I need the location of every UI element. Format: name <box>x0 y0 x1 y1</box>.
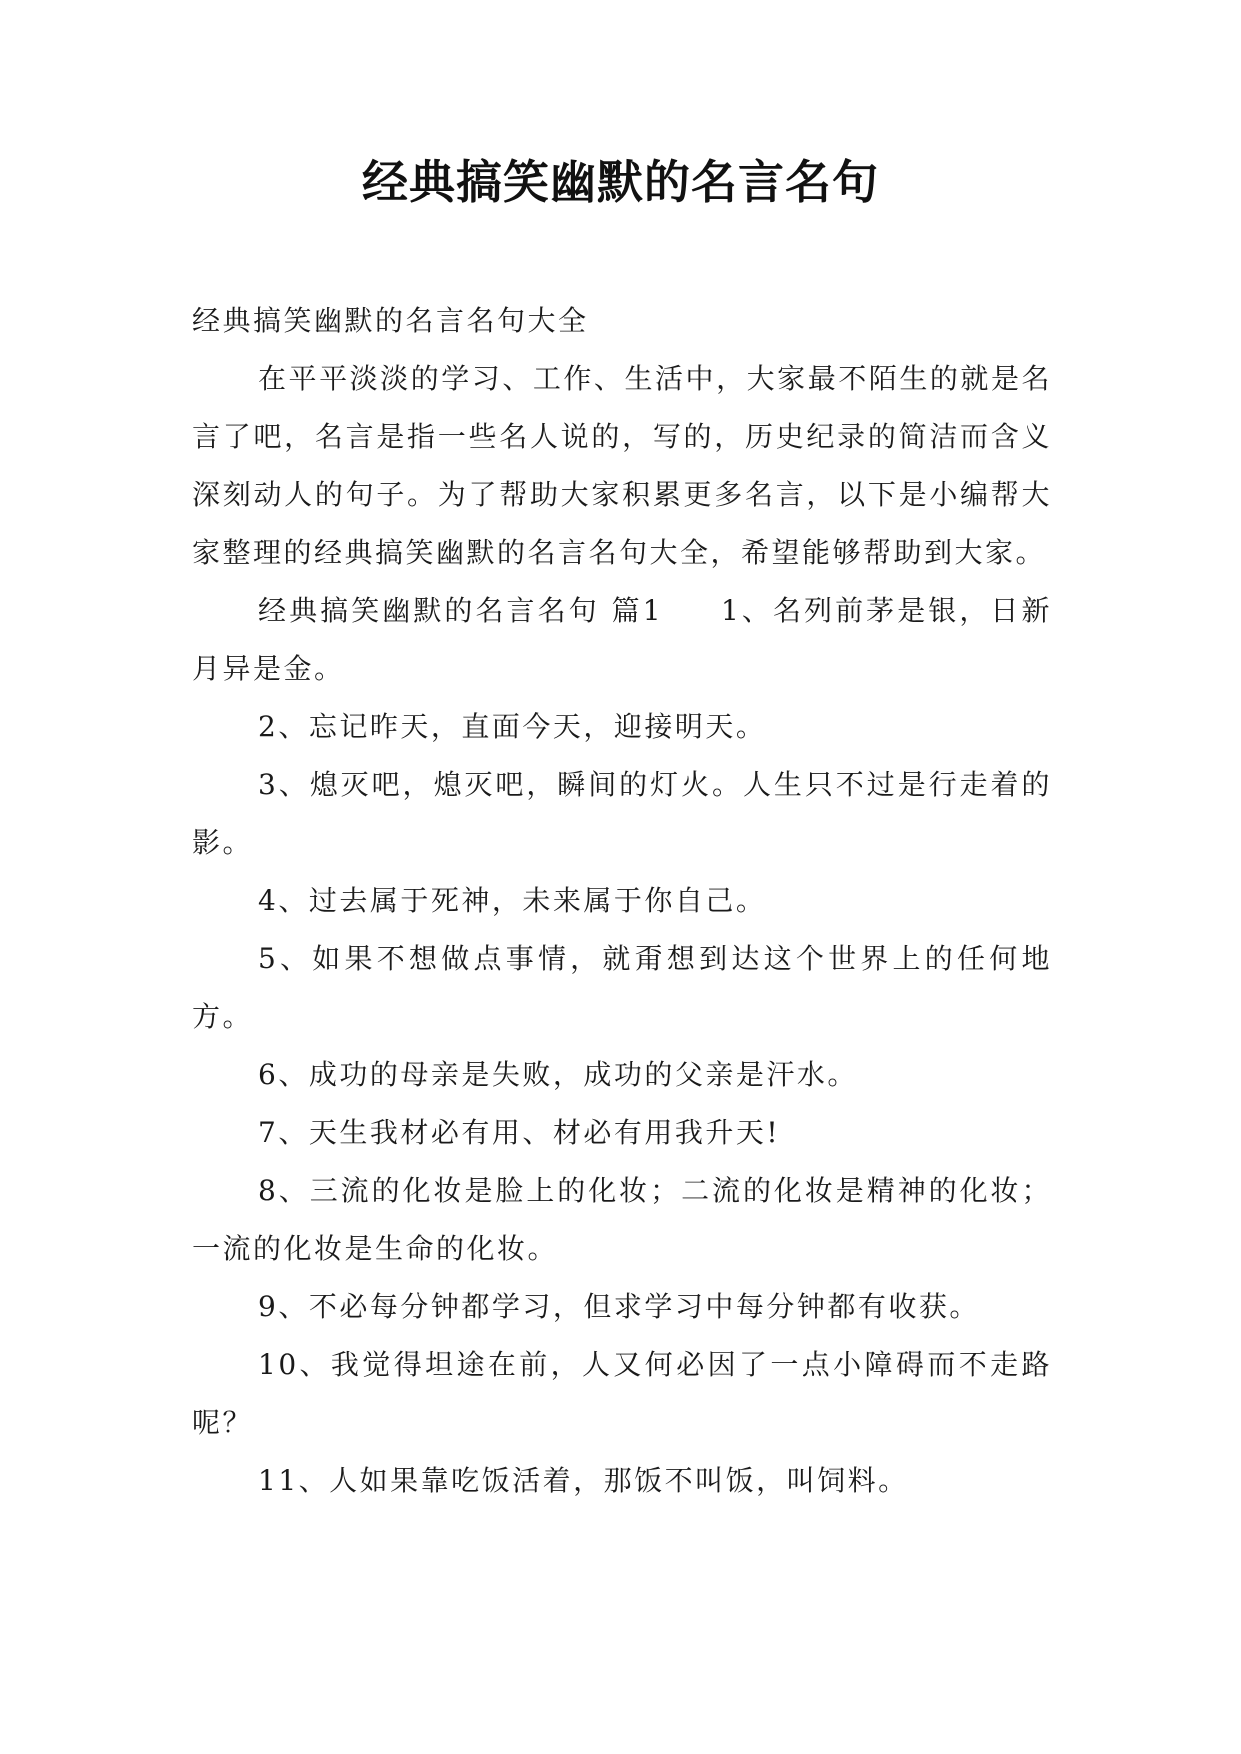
list-item: 9、不必每分钟都学习，但求学习中每分钟都有收获。 <box>258 1290 980 1323</box>
list-item: 7、天生我材必有用、材必有用我升天! <box>258 1116 781 1149</box>
list-item: 3、熄灭吧，熄灭吧，瞬间的灯火。人生只不过是行走着的影。 <box>192 768 1052 859</box>
document-title: 经典搞笑幽默的名言名句 <box>362 155 879 209</box>
list-item: 5、如果不想做点事情，就甭想到达这个世界上的任何地方。 <box>192 942 1052 1033</box>
intro-paragraph: 在平平淡淡的学习、工作、生活中，大家最不陌生的就是名言了吧，名言是指一些名人说的，写的，历史纪录的简洁而含义深刻动人的句子。为了帮助大家积累更多名言，以下是小编帮大家整理的经典搞笑幽默的名言名句大全，希望能够帮助到大家。 <box>192 362 1052 569</box>
document-subtitle: 经典搞笑幽默的名言名句大全 <box>192 304 589 337</box>
list-item: 11、人如果靠吃饭活着，那饭不叫饭，叫饲料。 <box>258 1464 909 1497</box>
section-paragraph <box>192 582 1052 698</box>
list-item: 4、过去属于死神，未来属于你自己。 <box>258 884 767 917</box>
section-heading: 经典搞笑幽默的名言名句 篇1 <box>258 594 664 627</box>
document-body <box>192 292 1052 1510</box>
list-item: 8、三流的化妆是脸上的化妆；二流的化妆是精神的化妆；一流的化妆是生命的化妆。 <box>192 1174 1052 1265</box>
list-item: 6、成功的母亲是失败，成功的父亲是汗水。 <box>258 1058 858 1091</box>
list-item: 10、我觉得坦途在前，人又何必因了一点小障碍而不走路呢？ <box>192 1348 1052 1439</box>
list-item: 1、名列前茅是银，日新月异是金。 <box>192 594 1052 685</box>
list-item: 2、忘记昨天，直面今天，迎接明天。 <box>258 710 767 743</box>
